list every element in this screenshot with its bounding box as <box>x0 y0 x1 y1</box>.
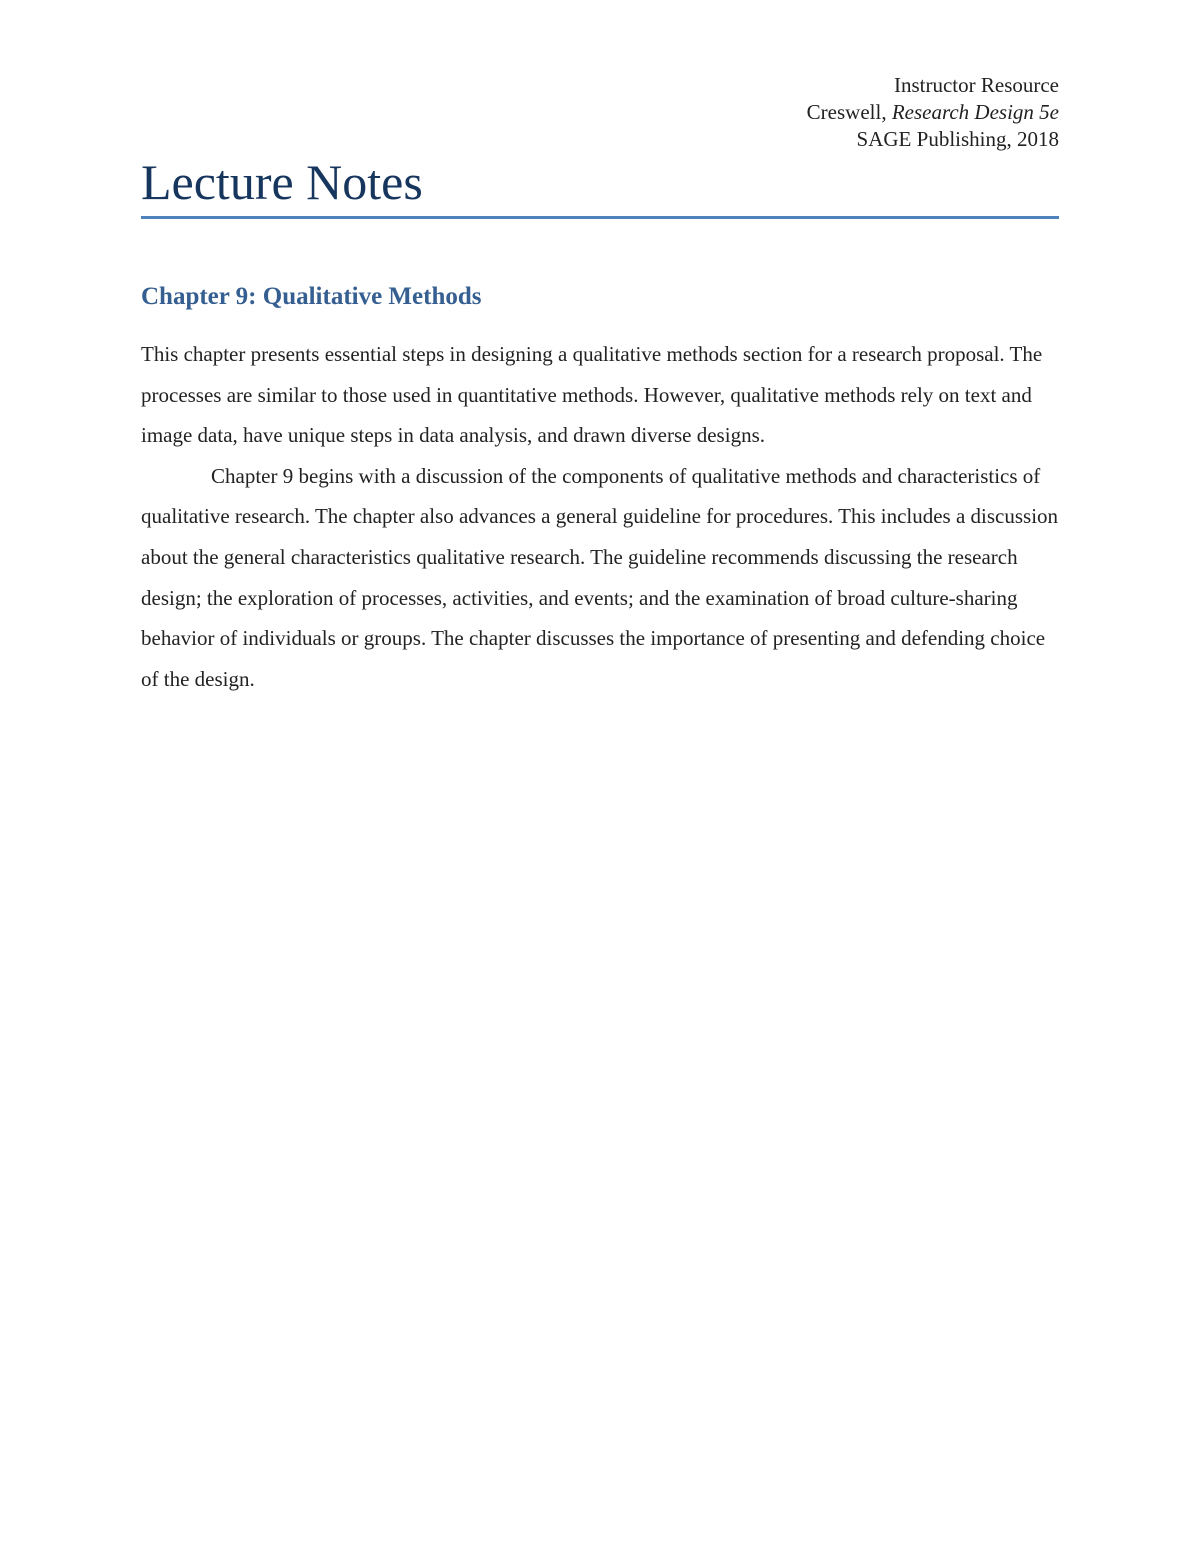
author-name: Creswell, <box>806 100 892 124</box>
title-divider <box>141 216 1059 219</box>
citation-line <box>807 99 1059 126</box>
resource-label: Instructor Resource <box>893 73 1059 97</box>
book-title: Research Design 5e <box>891 100 1059 124</box>
chapter-heading: Chapter 9: Qualitative Methods <box>141 283 482 310</box>
publisher-line: SAGE Publishing, 2018 <box>856 127 1059 151</box>
body-text <box>141 334 1059 699</box>
paragraph-intro: This chapter presents essential steps in designing a qualitative methods section for a research proposal. The processes are similar to those used in quantitative methods. However, qualitative methods rely on text and image data, have unique steps in data analysis, and drawn diverse designs. <box>141 342 1043 448</box>
document-header <box>807 72 1059 153</box>
page-title: Lecture Notes <box>141 154 423 210</box>
paragraph-overview: Chapter 9 begins with a discussion of the components of qualitative methods and characteristics of qualitative research. The chapter also advances a general guideline for procedures. This includes a discussion about the general characteristics qualitative research. The guideline recommends discussing the research design; the exploration of processes, activities, and events; and the examination of broad culture-sharing behavior of individuals or groups. The chapter discusses the importance of presenting and defending choice of the design. <box>141 463 1059 691</box>
